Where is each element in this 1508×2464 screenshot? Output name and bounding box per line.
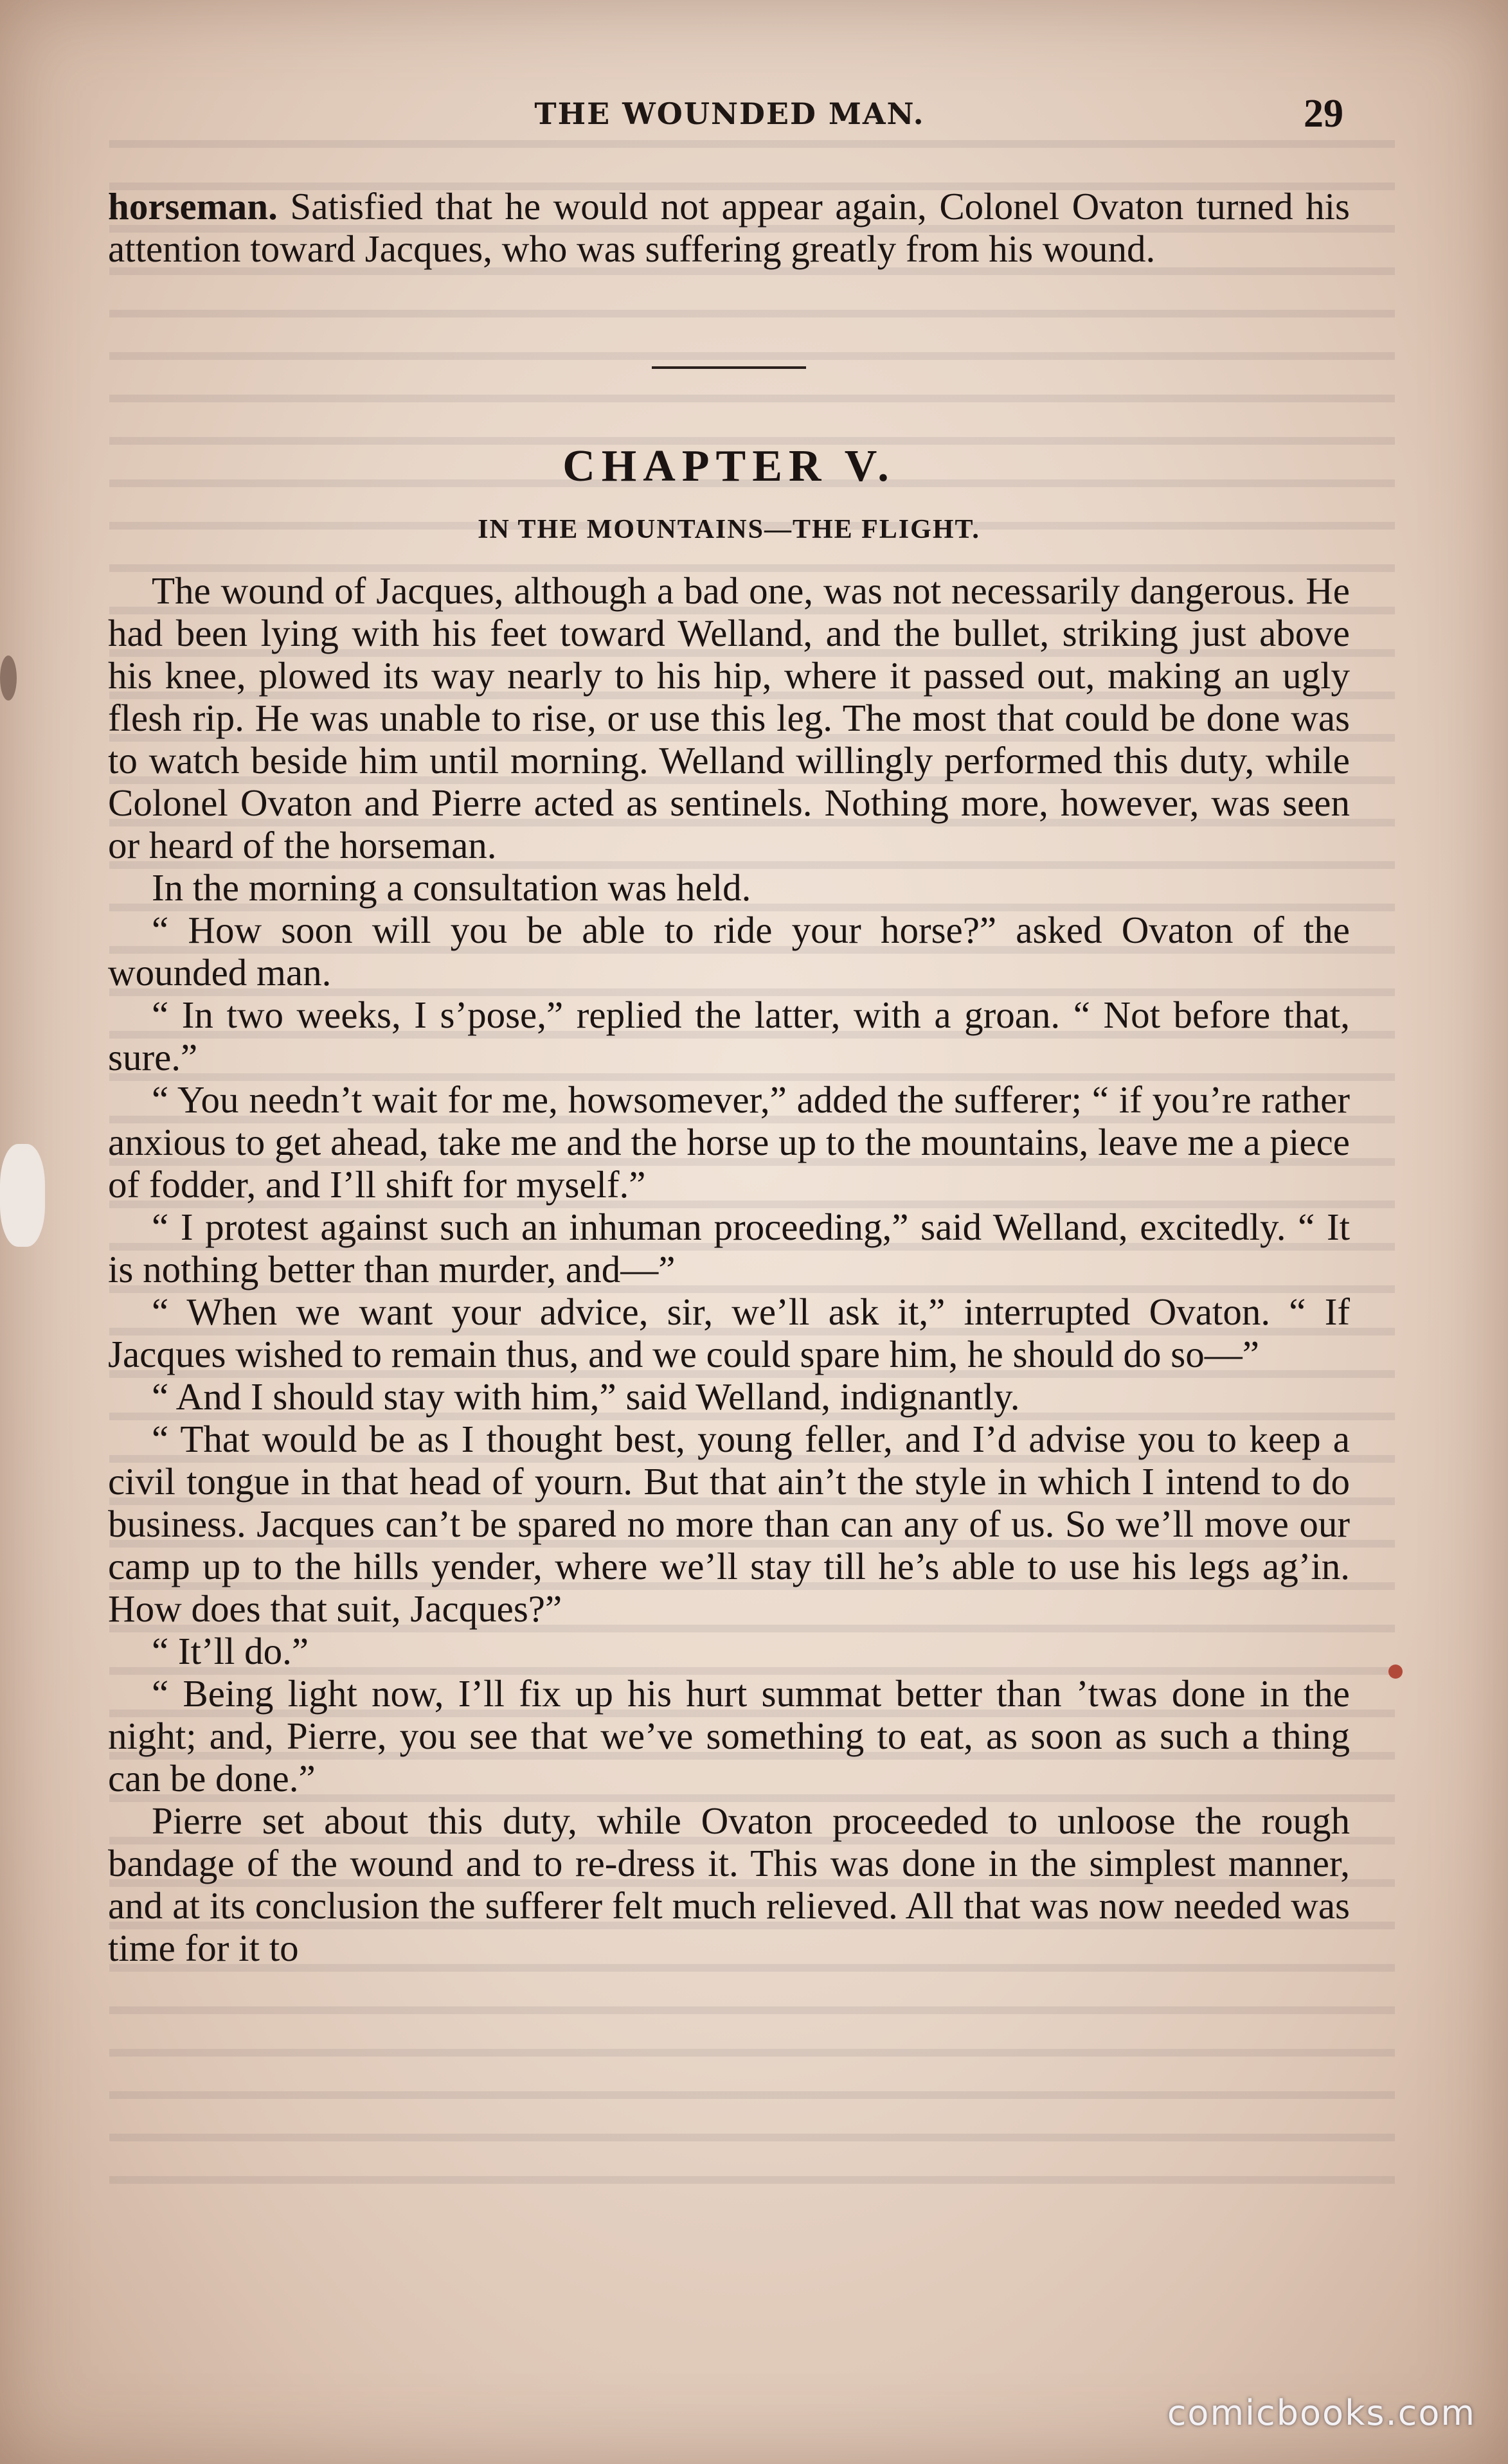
paragraph: “ In two weeks, I s’pose,” replied the latter, with a groan. “ Not before that, sure.” (108, 994, 1350, 1078)
page-header (109, 92, 1350, 148)
paragraph: “ And I should stay with him,” said Welland, indignantly. (152, 1375, 1020, 1418)
page-content (108, 185, 1350, 1969)
opening-lead-word: horseman. (108, 185, 278, 228)
paragraph: “ Being light now, I’ll fix up his hurt summat better than ’twas done in the night; and, Pierre, you see that we’ve something to eat, as soon as such a thing can be done.” (108, 1672, 1350, 1799)
chapter-subtitle: IN THE MOUNTAINS—THE FLIGHT. (478, 515, 980, 544)
paragraph: Pierre set about this duty, while Ovaton proceeded to unloose the rough bandage of the wound and to re-dress it. This was done in the simplest manner, and at its conclusion the sufferer felt much relieved. All that was now needed was time for it to (108, 1799, 1350, 1969)
page-number: 29 (1304, 92, 1343, 136)
opening-text: Satisfied that he would not appear again, Colonel Ovaton turned his attention toward Jacques, who was suffering greatly from his wound. (108, 185, 1350, 270)
section-divider (652, 366, 806, 369)
paragraph: “ You needn’t wait for me, howsomever,” added the sufferer; “ if you’re rather anxious to get ahead, take me and the horse up to the mountains, leave me a piece of fodder, and I’ll shift for myself.” (108, 1078, 1350, 1206)
page-speck (0, 656, 17, 701)
opening-paragraph (108, 185, 1350, 270)
paragraph: “ It’ll do.” (152, 1630, 309, 1672)
paragraph: “ When we want your advice, sir, we’ll ask it,” interrupted Ovaton. “ If Jacques wished to remain thus, and we could spare him, he should do so—” (108, 1290, 1350, 1375)
watermark: comicbooks.com (1167, 2393, 1476, 2433)
page-speck (1388, 1665, 1403, 1679)
paragraph: “ How soon will you be able to ride your horse?” asked Ovaton of the wounded man. (108, 909, 1350, 994)
running-head: THE WOUNDED MAN. (534, 96, 925, 131)
paragraph: In the morning a consultation was held. (152, 866, 751, 909)
page-speck (0, 1144, 45, 1247)
chapter-title: CHAPTER V. (562, 442, 895, 491)
paragraph: “ That would be as I thought best, young feller, and I’d advise you to keep a civil tongue in that head of yourn. But that ain’t the style in which I intend to do business. Jacques can’t be spared no more than can any of us. So we’ll move our camp up to the hills yender, where we’ll stay till he’s able to use his legs ag’in. How does that suit, Jacques?” (108, 1418, 1350, 1630)
paragraph: The wound of Jacques, although a bad one, was not necessarily dangerous. He had been lying with his feet toward Welland, and the bullet, striking just above his knee, plowed its way nearly to his hip, where it passed out, making an ugly flesh rip. He was unable to rise, or use this leg. The most that could be done was to watch beside him until morning. Welland willingly performed this duty, while Colonel Ovaton and Pierre acted as sentinels. Nothing more, however, was seen or heard of the horseman. (108, 569, 1350, 866)
paragraph: “ I protest against such an inhuman proceeding,” said Welland, excitedly. “ It is nothing better than murder, and—” (108, 1206, 1350, 1290)
